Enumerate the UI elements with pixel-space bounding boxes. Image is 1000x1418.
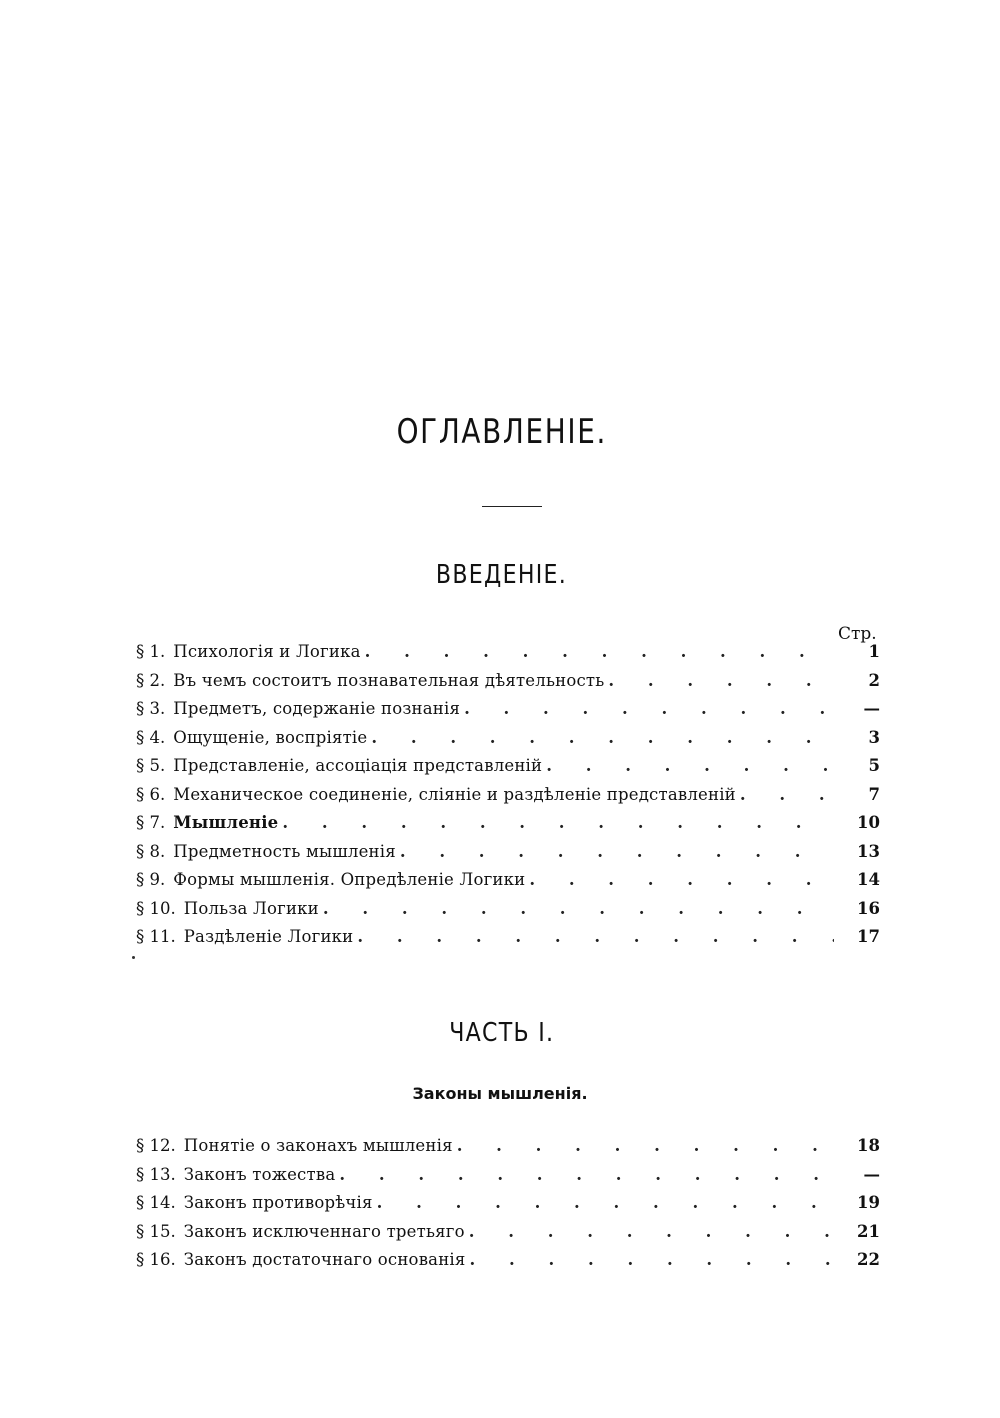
toc-entry[interactable] bbox=[136, 728, 880, 757]
toc-entry[interactable] bbox=[136, 813, 880, 842]
dot-leader bbox=[529, 870, 834, 889]
toc-entry-title: Представленіе, ассоціація представленій bbox=[173, 756, 543, 775]
dot-leader bbox=[469, 1222, 834, 1241]
dot-leader bbox=[464, 699, 834, 718]
toc-entry-title: Предметъ, содержаніе познанія bbox=[173, 699, 461, 718]
dot-leader bbox=[740, 785, 834, 804]
part-heading: ЧАСТЬ I. bbox=[449, 1018, 555, 1048]
dot-leader bbox=[371, 728, 834, 747]
dot-leader bbox=[457, 1136, 834, 1155]
toc-entry-title: Польза Логики bbox=[183, 898, 319, 918]
toc-entry-page: 18 bbox=[857, 1136, 880, 1155]
toc-entry-number: § 15. bbox=[136, 1221, 176, 1241]
toc-entry-title: Законъ достаточнаго основанія bbox=[183, 1250, 466, 1269]
dot-leader bbox=[546, 756, 834, 775]
introduction-toc bbox=[136, 642, 880, 956]
dot-leader bbox=[323, 899, 834, 918]
dot-leader bbox=[282, 813, 834, 832]
dot-leader bbox=[470, 1250, 835, 1269]
toc-entry-title: Психологія и Логика bbox=[173, 642, 361, 661]
toc-entry-number: § 10. bbox=[136, 898, 176, 918]
toc-entry[interactable] bbox=[136, 671, 880, 700]
dot-leader bbox=[365, 642, 834, 661]
toc-entry-page: 10 bbox=[857, 813, 880, 832]
toc-entry[interactable] bbox=[136, 1250, 880, 1279]
title-divider bbox=[482, 506, 542, 507]
toc-entry[interactable] bbox=[136, 642, 880, 671]
toc-entry-title: Понятіе о законахъ мышленія bbox=[183, 1136, 453, 1155]
part-subheading: Законы мышленія. bbox=[412, 1084, 588, 1103]
introduction-heading: ВВЕДЕНІЕ. bbox=[435, 560, 568, 590]
toc-entry-page: 1 bbox=[868, 642, 880, 661]
toc-entry-title: Ощущеніе, воспріятіе bbox=[173, 727, 368, 747]
toc-entry[interactable] bbox=[136, 785, 880, 814]
toc-entry-page: 7 bbox=[868, 784, 880, 804]
part1-toc bbox=[136, 1136, 880, 1279]
toc-entry[interactable] bbox=[136, 899, 880, 928]
dot-leader bbox=[400, 842, 834, 861]
dot-leader bbox=[377, 1193, 834, 1212]
toc-entry[interactable] bbox=[136, 927, 880, 956]
page-column-label: Стр. bbox=[838, 624, 877, 644]
toc-entry-number: § 9. bbox=[136, 870, 166, 889]
toc-entry[interactable] bbox=[136, 842, 880, 871]
toc-entry-number: § 12. bbox=[136, 1136, 176, 1155]
dot-leader bbox=[339, 1165, 834, 1184]
toc-entry-number: § 3. bbox=[136, 699, 166, 718]
toc-entry-page: 5 bbox=[868, 756, 880, 775]
toc-entry-page: 16 bbox=[857, 898, 880, 918]
toc-entry-page: 22 bbox=[857, 1250, 880, 1269]
toc-entry[interactable] bbox=[136, 1193, 880, 1222]
toc-entry-title: Раздѣленіе Логики bbox=[183, 927, 354, 946]
toc-entry-number: § 14. bbox=[136, 1193, 176, 1212]
toc-entry-page: — bbox=[863, 699, 880, 718]
toc-entry[interactable] bbox=[136, 1136, 880, 1165]
toc-entry-number: § 4. bbox=[136, 727, 166, 747]
toc-entry-number: § 11. bbox=[136, 927, 176, 946]
toc-entry-page: — bbox=[863, 1164, 880, 1184]
toc-entry-number: § 6. bbox=[136, 784, 166, 804]
toc-entry-number: § 8. bbox=[136, 841, 166, 861]
dot-leader bbox=[608, 671, 834, 690]
toc-entry-title: Законъ противорѣчія bbox=[183, 1193, 373, 1212]
toc-entry[interactable] bbox=[136, 699, 880, 728]
print-speck bbox=[132, 956, 135, 959]
toc-entry-number: § 16. bbox=[136, 1250, 176, 1269]
toc-entry-number: § 5. bbox=[136, 756, 166, 775]
toc-entry-page: 17 bbox=[857, 927, 880, 946]
toc-entry-number: § 13. bbox=[136, 1164, 176, 1184]
toc-entry-title: Законъ исключеннаго третьяго bbox=[183, 1221, 465, 1241]
toc-entry[interactable] bbox=[136, 756, 880, 785]
toc-entry-title: Мышленіе bbox=[173, 813, 279, 832]
toc-entry-title: Въ чемъ состоитъ познавательная дѣятельность bbox=[173, 670, 605, 690]
dot-leader bbox=[357, 927, 834, 946]
toc-entry-page: 13 bbox=[857, 841, 880, 861]
toc-entry-number: § 2. bbox=[136, 670, 166, 690]
toc-entry-title: Формы мышленія. Опредѣленіе Логики bbox=[173, 870, 526, 889]
toc-entry[interactable] bbox=[136, 870, 880, 899]
toc-entry-page: 2 bbox=[868, 670, 880, 690]
toc-entry-page: 21 bbox=[857, 1221, 880, 1241]
toc-entry-title: Механическое соединеніе, сліяніе и раздѣленіе представленій bbox=[173, 784, 736, 804]
page-title: ОГЛАВЛЕНІЕ. bbox=[396, 412, 608, 452]
toc-entry-page: 19 bbox=[857, 1193, 880, 1212]
toc-entry-title: Законъ тожества bbox=[183, 1164, 336, 1184]
toc-entry-title: Предметность мышленія bbox=[173, 841, 396, 861]
toc-entry-page: 14 bbox=[857, 870, 880, 889]
toc-entry-page: 3 bbox=[868, 727, 880, 747]
toc-entry-number: § 1. bbox=[136, 642, 166, 661]
toc-entry-number: § 7. bbox=[136, 813, 166, 832]
toc-entry[interactable] bbox=[136, 1165, 880, 1194]
toc-entry[interactable] bbox=[136, 1222, 880, 1251]
